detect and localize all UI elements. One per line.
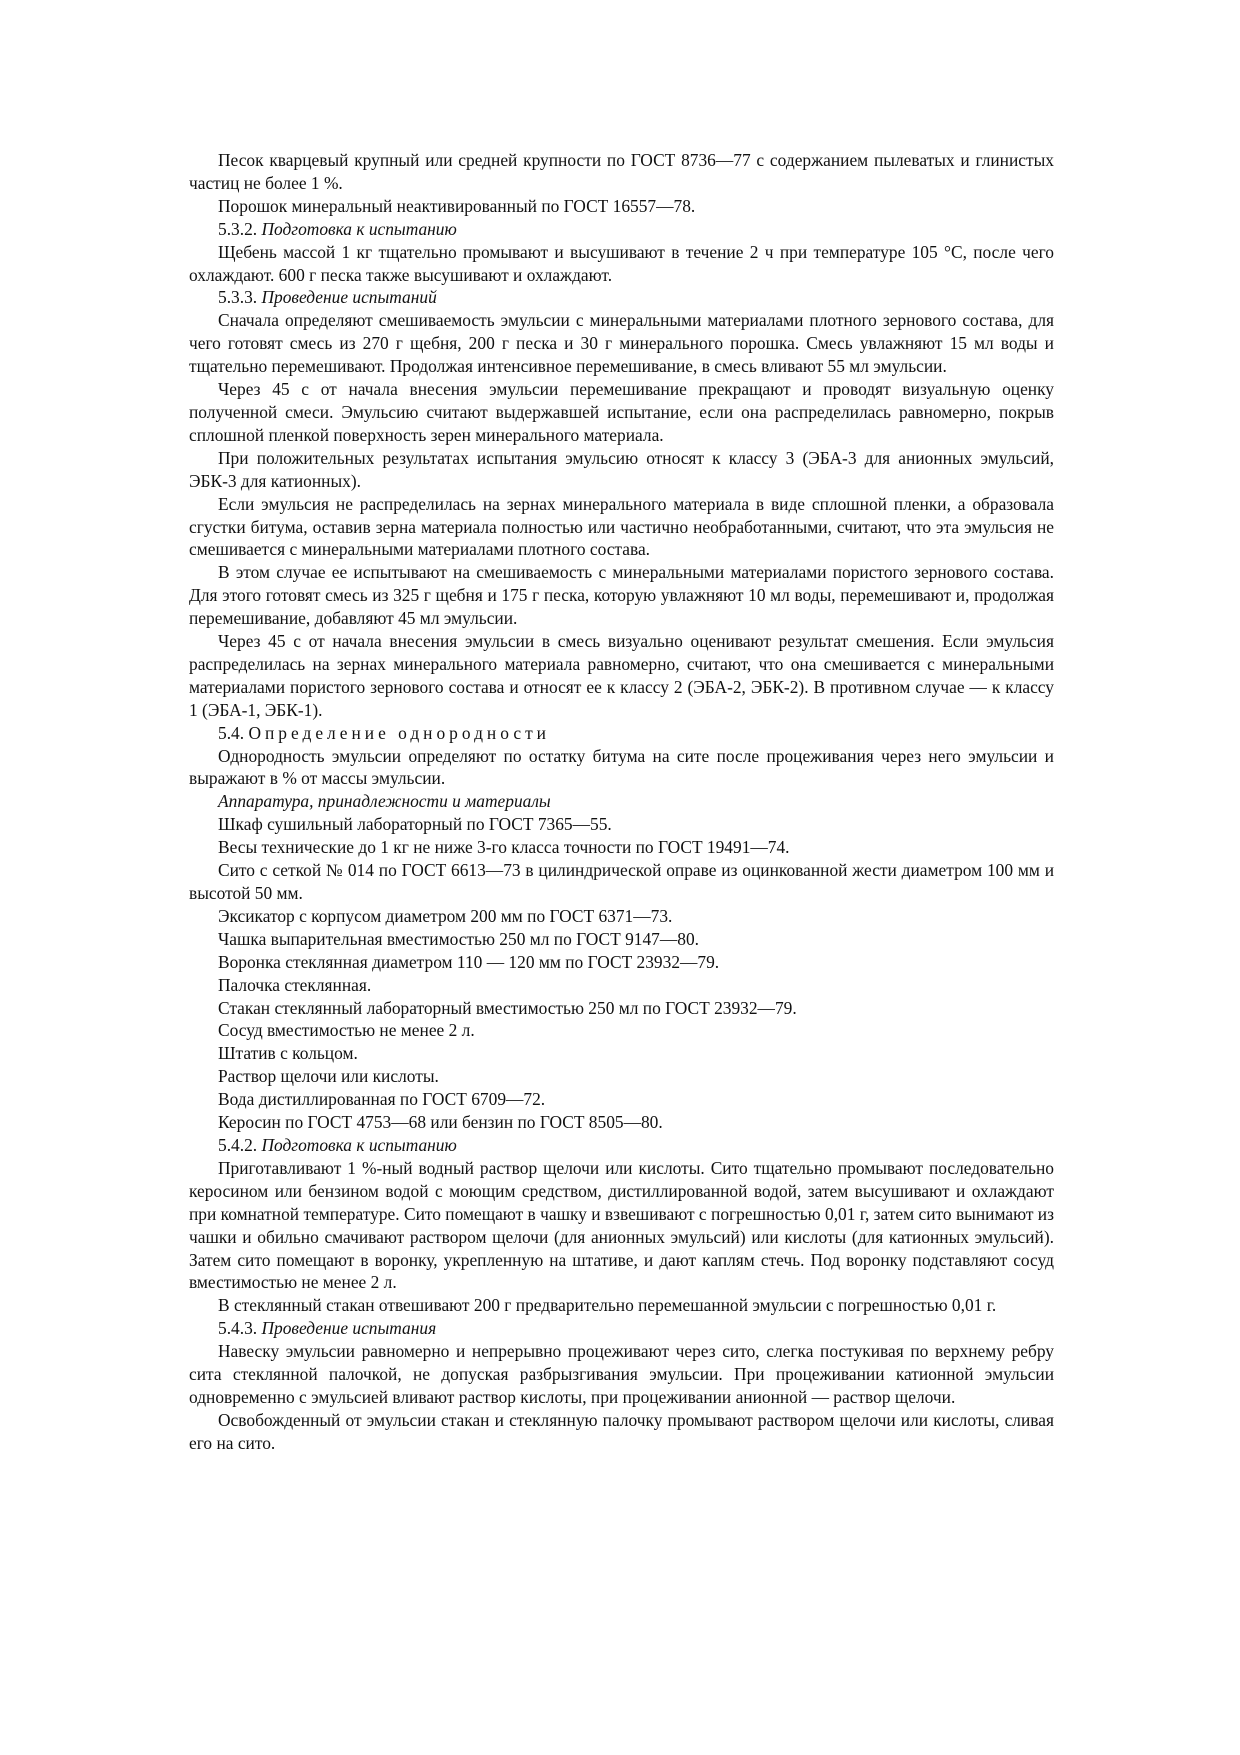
list-item: Шкаф сушильный лабораторный по ГОСТ 7365—55. — [218, 814, 612, 835]
list-item: Раствор щелочи или кислоты. — [218, 1066, 439, 1087]
list-item: Керосин по ГОСТ 4753—68 или бензин по ГОСТ 8505—80. — [218, 1112, 663, 1133]
section-title: Подготовка к испытанию — [261, 1134, 457, 1155]
list-item: Эксикатор с корпусом диаметром 200 мм по ГОСТ 6371—73. — [218, 905, 673, 926]
section-title: Определение однородности — [248, 722, 550, 743]
section-number: 5.4.3. — [218, 1318, 262, 1339]
list-item: Штатив с кольцом. — [218, 1043, 358, 1064]
section-title: Проведение испытания — [261, 1318, 437, 1339]
section-title: Проведение испытаний — [261, 287, 437, 308]
paragraph: Освобожденный от эмульсии стакан и стеклянную палочку промывают раствором щелочи или кислоты, сливая его на сито. — [189, 1409, 1054, 1453]
section-heading — [189, 218, 1054, 241]
paragraph: Сначала определяют смешиваемость эмульсии с минеральными материалами плотного зернового состава, для чего готовят смесь из 270 г щебня, 200 г песка и 30 г минерального порошка. Смесь увлажняют 15 мл воды и тщательно перемешивают. Продолжая интенсивное перемешивание, в смесь вливают 55 мл эмульсии. — [189, 310, 1054, 377]
paragraph: Приготавливают 1 %-ный водный раствор щелочи или кислоты. Сито тщательно промывают последовательно керосином или бензином водой с моющим средством, дистиллированной водой, затем высушивают и охлаждают при комнатной температуре. Сито помещают в чашку и взвешивают с погрешностью 0,01 г, затем сито вынимают из чашки и обильно смачивают раствором щелочи (для анионных эмульсий) или кислоты (для катионных эмульсий). Затем сито помещают в воронку, укрепленную на штативе, и дают каплям стечь. Под воронку подставляют сосуд вместимостью не менее 2 л. — [189, 1157, 1054, 1293]
list-item: Стакан стеклянный лабораторный вместимостью 250 мл по ГОСТ 23932—79. — [218, 997, 797, 1018]
section-heading — [189, 1134, 1054, 1157]
paragraph: Однородность эмульсии определяют по остатку битума на сите после процеживания через него эмульсии и выражают в % от массы эмульсии. — [189, 745, 1054, 789]
paragraph: В стеклянный стакан отвешивают 200 г предварительно перемешанной эмульсии с погрешностью 0,01 г. — [218, 1295, 997, 1316]
paragraph: Если эмульсия не распределилась на зернах минерального материала в виде сплошной пленки, а образовала сгустки битума, оставив зерна материала полностью или частично необработанными, считают, что эта эмульсия не смешивается с минеральными материалами плотного состава. — [189, 493, 1054, 560]
paragraph: Через 45 с от начала внесения эмульсии в смесь визуально оценивают результат смешения. Если эмульсия распределилась на зернах минерального материала равномерно, считают, что она смешивается с минеральными материалами пористого зернового состава и относят ее к классу 2 (ЭБА-2, ЭБК-2). В противном случае — к классу 1 (ЭБА-1, ЭБК-1). — [189, 631, 1054, 720]
paragraph: Через 45 с от начала внесения эмульсии перемешивание прекращают и проводят визуальную оценку полученной смеси. Эмульсию считают выдержавшей испытание, если она распределилась равномерно, покрыв сплошной пленкой поверхность зерен минерального материала. — [189, 379, 1054, 445]
list-item: Вода дистиллированная по ГОСТ 6709—72. — [218, 1089, 546, 1110]
paragraph: Щебень массой 1 кг тщательно промывают и высушивают в течение 2 ч при температуре 105 °С, после чего охлаждают. 600 г песка также высушивают и охлаждают. — [189, 241, 1054, 285]
list-item: Сито с сеткой № 014 по ГОСТ 6613—73 в цилиндрической оправе из оцинкованной жести диаметром 100 мм и высотой 50 мм. — [189, 860, 1054, 903]
paragraph: Порошок минеральный неактивированный по ГОСТ 16557—78. — [218, 195, 696, 216]
subsection-title: Аппаратура, принадлежности и материалы — [218, 791, 551, 812]
list-item: Воронка стеклянная диаметром 110 — 120 мм по ГОСТ 23932—79. — [218, 951, 720, 972]
section-number: 5.3.3. — [218, 287, 262, 308]
paragraph: Песок кварцевый крупный или средней крупности по ГОСТ 8736—77 с содержанием пылеватых и глинистых частиц не более 1 %. — [189, 150, 1054, 193]
section-title: Подготовка к испытанию — [261, 218, 457, 239]
section-heading — [189, 722, 1054, 745]
document-page — [189, 149, 1054, 1455]
paragraph: Навеску эмульсии равномерно и непрерывно процеживают через сито, слегка постукивая по верхнему ребру сита стеклянной палочкой, не допуская разбрызгивания эмульсии. При процеживании катионной эмульсии одновременно с эмульсией вливают раствор кислоты, при процеживании анионной — раствор щелочи. — [189, 1341, 1054, 1407]
section-heading — [189, 1317, 1054, 1340]
paragraph: При положительных результатах испытания эмульсию относят к классу 3 (ЭБА-3 для анионных эмульсий, ЭБК-3 для катионных). — [189, 447, 1054, 491]
section-heading — [189, 286, 1054, 309]
section-number: 5.4. — [218, 722, 249, 743]
section-number: 5.3.2. — [218, 218, 262, 239]
list-item: Чашка выпарительная вместимостью 250 мл по ГОСТ 9147—80. — [218, 928, 699, 949]
list-item: Сосуд вместимостью не менее 2 л. — [218, 1020, 475, 1041]
list-item: Весы технические до 1 кг не ниже 3-го класса точности по ГОСТ 19491—74. — [218, 837, 790, 858]
list-item: Палочка стеклянная. — [218, 974, 372, 995]
paragraph: В этом случае ее испытывают на смешиваемость с минеральными материалами пористого зернового состава. Для этого готовят смесь из 325 г щебня и 175 г песка, которую увлажняют 10 мл воды, перемешивают и, продолжая перемешивание, добавляют 45 мл эмульсии. — [189, 562, 1054, 629]
section-number: 5.4.2. — [218, 1134, 262, 1155]
